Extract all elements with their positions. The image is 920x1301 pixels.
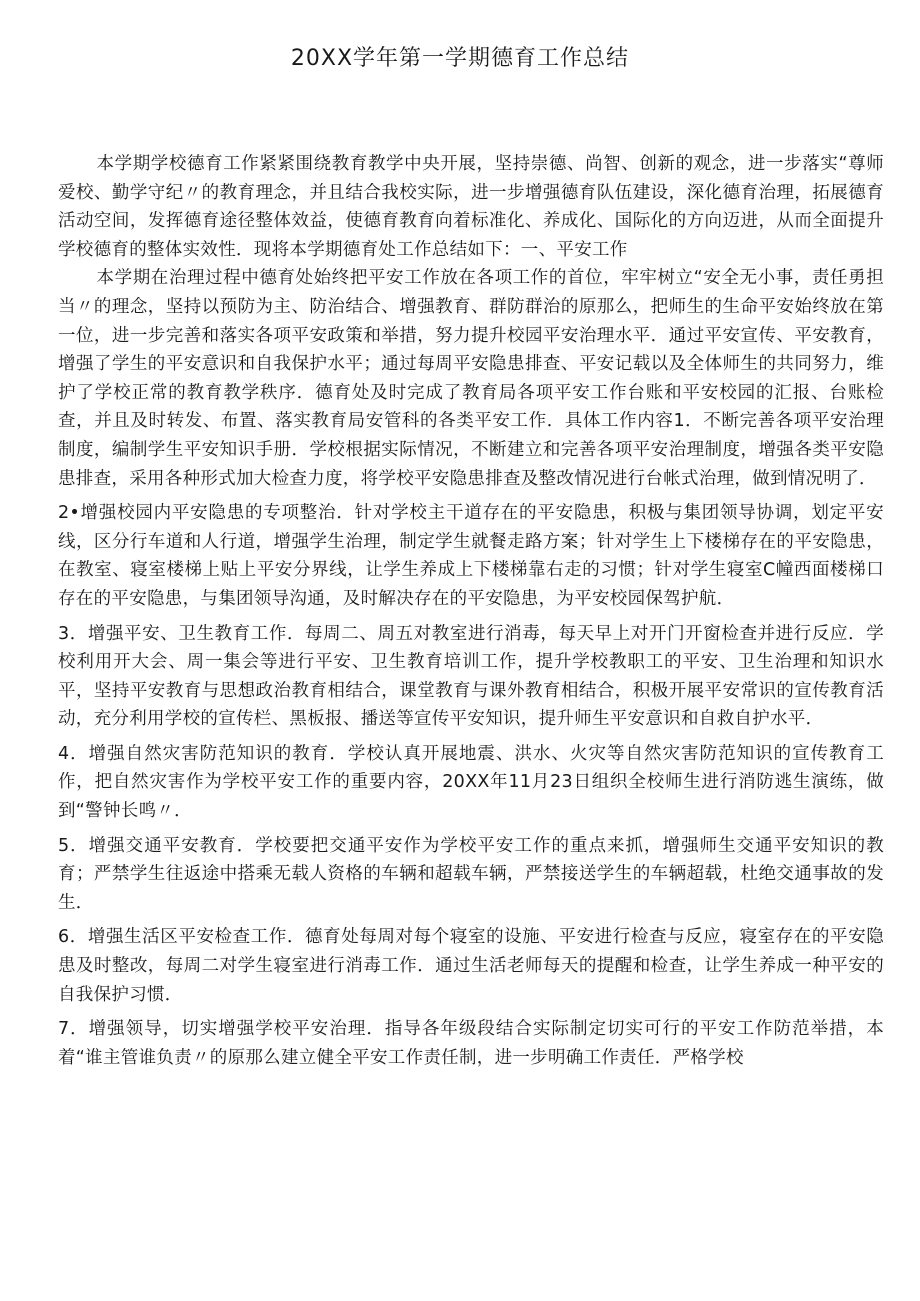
- list-item-3: 3．增强平安、卫生教育工作．每周二、周五对教室进行消毒，每天早上对开门开窗检查并进行反应．学校利用开大会、周一集会等进行平安、卫生教育培训工作，提升学校教职工的平安、卫生治理和知识水平，坚持平安教育与思想政治教育相结合，课堂教育与课外教育相结合，积极开展平安常识的宣传教育活动，充分利用学校的宣传栏、黑板报、播送等宣传平安知识，提升师生平安意识和自救自护水平．: [58, 623, 884, 730]
- paragraph-intro: 本学期学校德育工作紧紧围绕教育教学中央开展，坚持崇德、尚智、创新的观念，进一步落实“尊师爱校、勤学守纪〃的教育理念，并且结合我校实际，进一步增强德育队伍建设，深化德育治理，拓展德育活动空间，发挥德育途径整体效益，使德育教育向着标准化、养成化、国际化的方向迈进，从而全面提升学校德育的整体实效性．现将本学期德育处工作总结如下：一、平安工作: [58, 154, 884, 260]
- list-item-6: 6．增强生活区平安检查工作．德育处每周对每个寝室的设施、平安进行检查与反应，寝室存在的平安隐患及时整改，每周二对学生寝室进行消毒工作．通过生活老师每天的提醒和检查，让学生养成一种平安的自我保护习惯．: [58, 927, 884, 1005]
- paragraph-safety-work: 本学期在治理过程中德育处始终把平安工作放在各项工作的首位，牢牢树立“安全无小事，责任勇担当〃的理念，坚持以预防为主、防治结合、增强教育、群防群治的原那么，把师生的生命平安始终放在第一位，进一步完善和落实各项平安政策和举措，努力提升校园平安治理水平．通过平安宣传、平安教育，增强了学生的平安意识和自我保护水平；通过每周平安隐患排查、平安记载以及全体师生的共同努力，维护了学校正常的教育教学秩序．德育处及时完成了教育局各项平安工作台账和平安校园的汇报、台账检查，并且及时转发、布置、落实教育局安管科的各类平安工作．具体工作内容1．不断完善各项平安治理制度，编制学生平安知识手册．学校根据实际情况，不断建立和完善各项平安治理制度，增强各类平安隐患排查，采用各种形式加大检查力度，将学校平安隐患排查及整改情况进行台帐式治理，做到情况明了．: [58, 268, 884, 489]
- list-item-7: 7．增强领导，切实增强学校平安治理．指导各年级段结合实际制定切实可行的平安工作防范举措，本着“谁主管谁负责〃的原那么建立健全平安工作责任制，进一步明确工作责任．严格学校: [58, 1019, 884, 1068]
- list-item-2: 2•增强校园内平安隐患的专项整治．针对学校主干道存在的平安隐患，积极与集团领导协调，划定平安线，区分行车道和人行道，增强学生治理，制定学生就餐走路方案；针对学生上下楼梯存在的平安隐患，在教室、寝室楼梯上贴上平安分界线，让学生养成上下楼梯靠右走的习惯；针对学生寝室C幢西面楼梯口存在的平安隐患，与集团领导沟通，及时解决存在的平安隐患，为平安校园保驾护航．: [58, 503, 884, 609]
- list-item-5: 5．增强交通平安教育．学校要把交通平安作为学校平安工作的重点来抓，增强师生交通平安知识的教育；严禁学生往返途中搭乘无载人资格的车辆和超载车辆，严禁接送学生的车辆超载，杜绝交通事故的发生．: [58, 835, 884, 913]
- list-item-4: 4．增强自然灾害防范知识的教育．学校认真开展地震、洪水、火灾等自然灾害防范知识的宣传教育工作，把自然灾害作为学校平安工作的重要内容，20XX年11月23日组织全校师生进行消防逃生演练，做到“警钟长鸣〃．: [58, 743, 884, 822]
- document-title: 20XX学年第一学期德育工作总结: [290, 46, 630, 71]
- document-body: [58, 150, 884, 1072]
